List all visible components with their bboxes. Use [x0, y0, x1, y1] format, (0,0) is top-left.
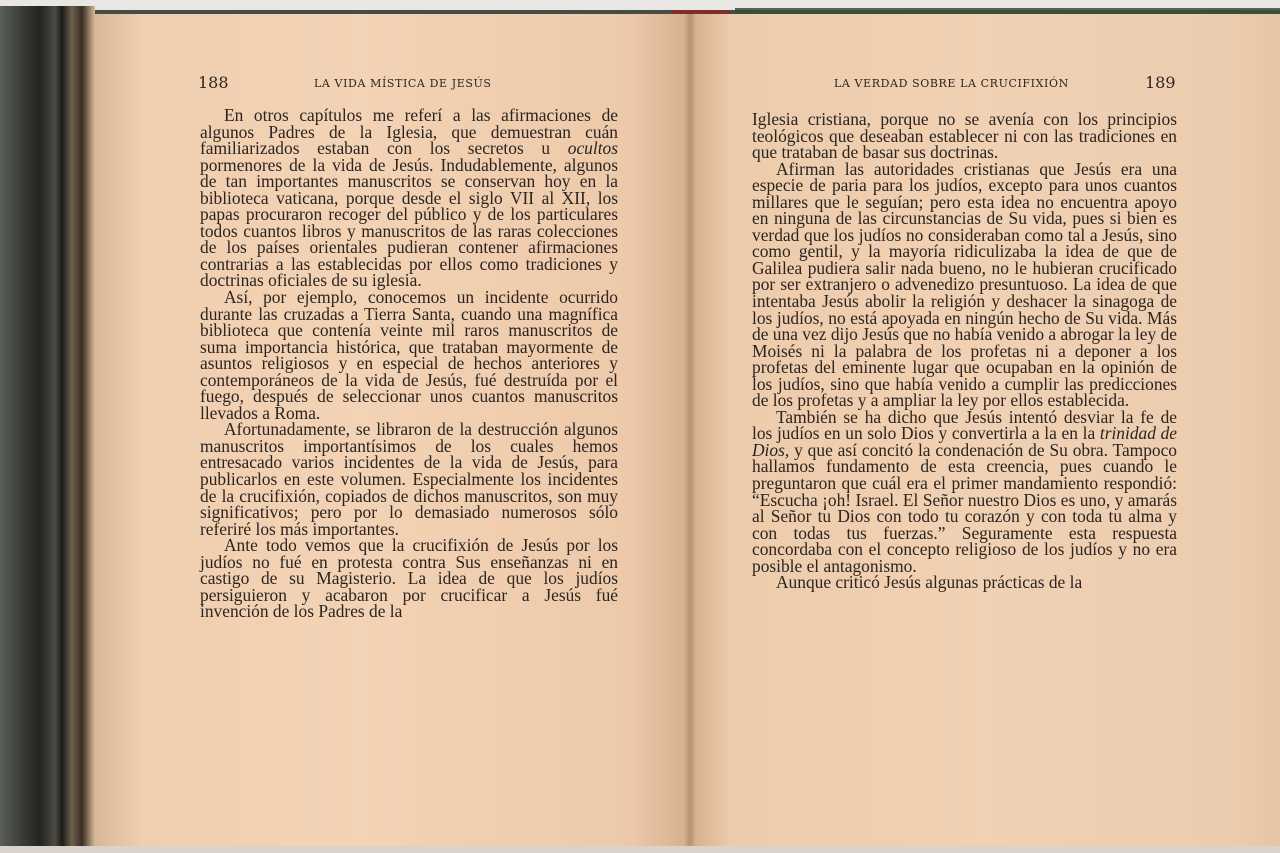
bottom-background	[0, 846, 1280, 853]
left-page-number: 188	[198, 73, 229, 92]
left-paragraph: Ante todo vemos que la crucifixión de Jesús por los judíos no fué en protesta contra Sus enseñanzas ni en castigo de su Magisterio. La idea de que los judíos persiguieron y acabaron por crucificar a Jesús fué invención de los Padres de la	[200, 535, 618, 622]
right-paragraph: También se ha dicho que Jesús intentó desviar la fe de los judíos en un solo Dios y convertirla a la en la trinidad de Dios, y que así concitó la condenación de Su obra. Tampoco hallamos fundamento de esta creencia, pues cuando le preguntaron que cuál era el primer mandamiento respondió: “Escucha ¡oh! Israel. El Señor nuestro Dios es uno, y amarás al Señor tu Dios con todo tu corazón y con toda tu alma y con todas tus fuerzas.” Seguramente esta respuesta concordaba con el concepto religioso de los judíos y no era posible el antagonismo.	[752, 406, 1177, 576]
left-running-head: LA VIDA MÍSTICA DE JESÚS	[314, 77, 492, 90]
left-paragraph: Afortunadamente, se libraron de la destrucción algunos manuscritos importantísimos de los cuales hemos entresacado varios incidentes de la vida de Jesús, para publicarlos en este volumen. Especialmente los incidentes de la crucifixión, copiados de dichos manuscritos, son muy significativos; pero por lo demasiado numerosos sólo referiré los más importantes.	[200, 419, 618, 539]
right-paragraph: Afirman las autoridades cristianas que Jesús era una especie de paria para los judíos, excepto para unos cuantos millares que le seguían; pero esta idea no encuentra apoyo en ninguna de las circunstancias de Su vida, pues si bien es verdad que los judíos no consideraban como tal a Jesús, sino como gentil, y la mayoría ridiculizaba la idea de que de Galilea pudiera salir nada bueno, no le hubieran crucificado por ser extranjero o advenedizo presuntuoso. La idea de que intentaba Jesús abolir la religión y deshacer la sinagoga de los judíos, no está apoyada en ningún hecho de Su vida. Más de una vez dijo Jesús que no había venido a abrogar la ley de Moisés ni la palabra de los profetas ni a deponer a los profetas del eminente lugar que ocupaban en la opinión de los judíos, sino que había venido a cumplir las predicciones de los profetas y a ampliar la ley por ellos establecida.	[752, 158, 1177, 411]
page-gutter	[684, 14, 696, 850]
emphasis: ocultos	[567, 138, 618, 159]
right-page-number: 189	[1145, 73, 1176, 92]
right-body-text	[752, 111, 1177, 591]
right-paragraph: Iglesia cristiana, porque no se avenía con los principios teológicos que deseaban establecer ni con las tradiciones en que trataban de basar sus doctrinas.	[752, 109, 1177, 163]
left-paragraph: En otros capítulos me referí a las afirmaciones de algunos Padres de la Iglesia, que demuestran cuán familiarizados estaban con los secretos u ocultos pormenores de la vida de Jesús. Indudablemente, algunos de tan importantes manuscritos se conservan hoy en la biblioteca vaticana, porque desde el siglo VII al XII, los papas procuraron recoger del público y de los particulares todos cuantos libros y manuscritos de las raras colecciones de los países orientales pudieran contener afirmaciones contrarias a las establecidas por ellos como tradiciones y doctrinas oficiales de su iglesia.	[200, 105, 618, 291]
emphasis: trinidad de Dios,	[752, 423, 1177, 460]
left-paragraph: Así, por ejemplo, conocemos un incidente ocurrido durante las cruzadas a Tierra Santa, cuando una magnífica biblioteca que contenía veinte mil raros manuscritos de suma importancia histórica, que trataban mayormente de asuntos religiosos y en especial de hechos anteriores y contemporáneos de la vida de Jesús, fué destruída por el fuego, después de seleccionar unos cuantos manuscritos llevados a Roma.	[200, 287, 618, 423]
right-running-head: LA VERDAD SOBRE LA CRUCIFIXIÓN	[834, 77, 1069, 90]
left-page	[95, 14, 690, 850]
book-spine	[0, 6, 95, 851]
left-body-text	[200, 107, 618, 620]
right-paragraph: Aunque criticó Jesús algunas prácticas de la	[776, 572, 1083, 593]
right-page	[690, 14, 1280, 850]
